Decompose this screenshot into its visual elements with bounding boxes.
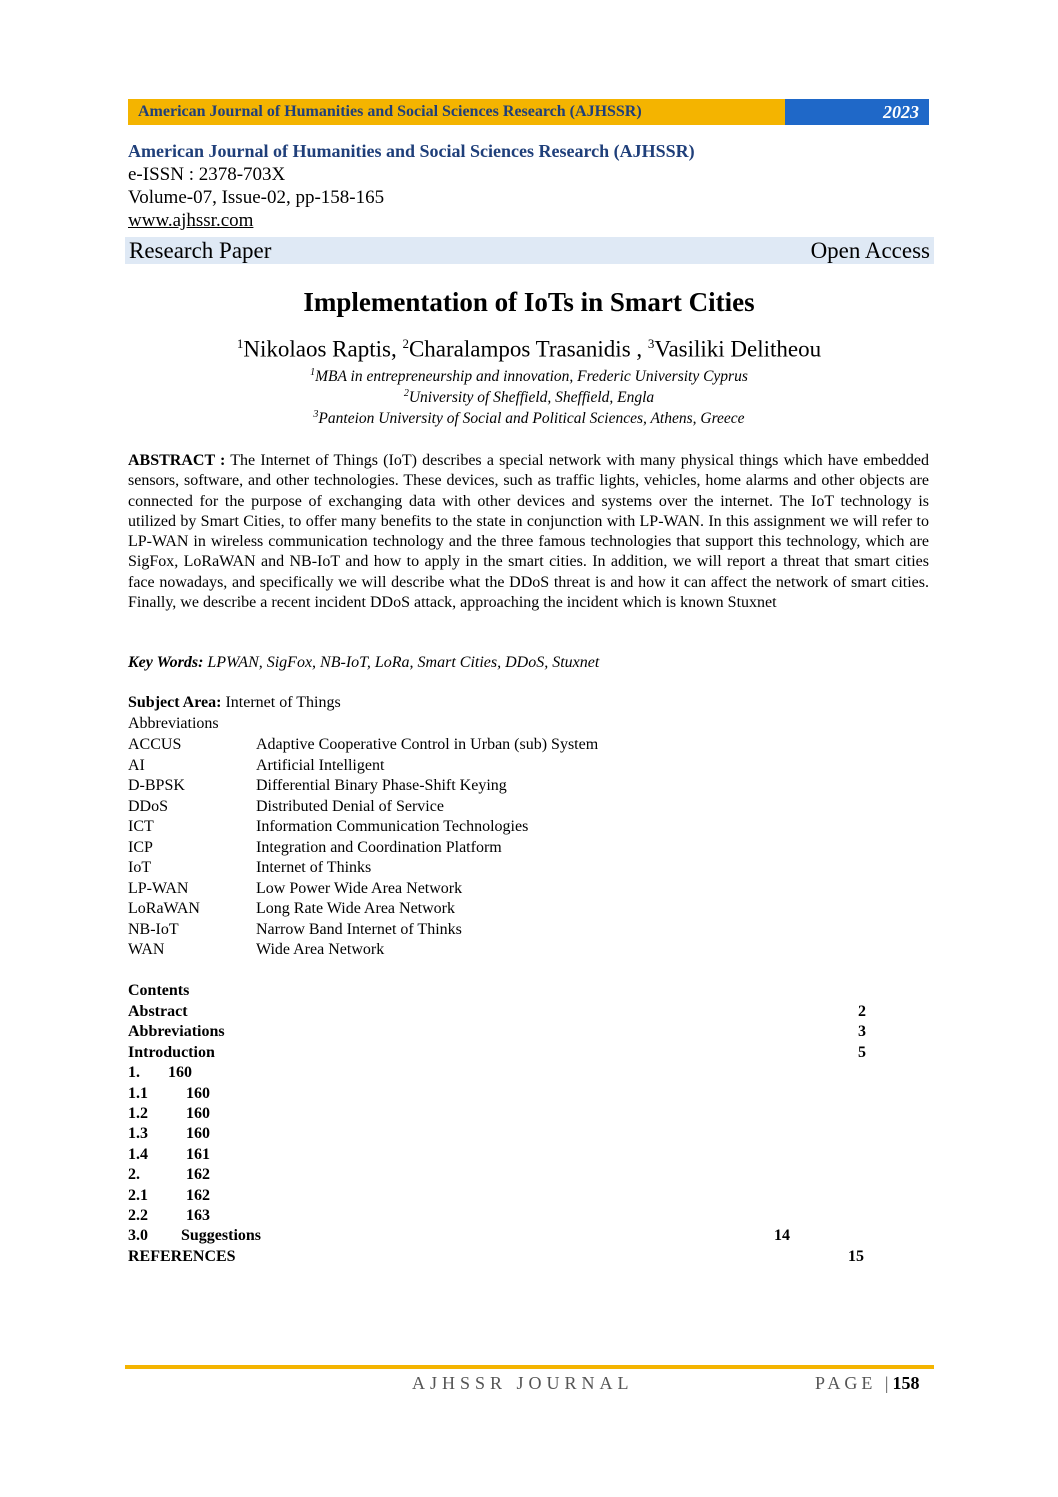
abbreviation-row — [128, 920, 598, 941]
abbreviation-row — [128, 817, 598, 838]
banner-year: 2023 — [785, 99, 929, 125]
abbreviations-list — [128, 735, 598, 961]
journal-website-link[interactable]: www.ajhssr.com — [128, 210, 254, 231]
abbreviation-meaning: Wide Area Network — [256, 941, 385, 958]
journal-name: American Journal of Humanities and Social Sciences Research (AJHSSR) — [128, 141, 695, 161]
toc-number: 2. — [128, 1166, 140, 1184]
journal-info — [128, 140, 695, 232]
footer-page-label: PAGE | — [815, 1373, 893, 1393]
toc-number: 3.0 — [128, 1227, 148, 1245]
toc-page: 162 — [186, 1186, 210, 1204]
abstract-label: ABSTRACT : — [128, 452, 226, 469]
abbreviation-code: LP-WAN — [128, 879, 189, 897]
affiliation-text: University of Sheffield, Sheffield, Engla — [408, 389, 655, 407]
abbreviation-code: D-BPSK — [128, 777, 185, 794]
abbreviation-code: ACCUS — [128, 736, 182, 753]
abstract-text: The Internet of Things (IoT) describes a special network with many physical things which have embedded sensors, software, and other technologies. These devices, such as traffic lights, vehicles, home alarms and other objects are connected for the purpose of exchanging data with other devices and systems over the internet. The IoT technology is utilized by Smart Cities, to offer many benefits to the state in conjunction with LP-WAN. In this assignment we will refer to LP-WAN in wireless communication technology and the three famous technologies that support this technology, which are SigFox, LoRaWAN and NB-IoT and how to apply in the smart cities. In addition, we will report a threat that smart cities face nowadays, and specifically we will describe what the DDoS threat is and how it can affect the network of smart cities. Finally, we describe a recent incident DDoS attack, approaching the incident which is known Stuxnet — [128, 452, 930, 612]
abbreviation-row — [128, 756, 598, 777]
toc-number: 1.4 — [128, 1145, 148, 1163]
abbreviation-code: IoT — [128, 859, 152, 876]
abbreviation-row — [128, 838, 598, 859]
affiliation-1 — [0, 367, 1058, 386]
toc-label: Abbreviations — [128, 1023, 225, 1041]
toc-entry — [128, 1043, 868, 1063]
abbreviation-meaning: Integration and Coordination Platform — [256, 838, 502, 856]
toc-number: 2.2 — [128, 1206, 148, 1224]
keywords-line — [128, 654, 599, 672]
author-name-3: Vasiliki Delitheou — [654, 336, 822, 362]
abbreviation-row — [128, 899, 598, 920]
affiliation-text: MBA in entrepreneurship and innovation, Frederic University Cyprus — [315, 368, 748, 386]
table-of-contents — [128, 1002, 868, 1267]
abbreviation-code: DDoS — [128, 797, 169, 815]
toc-entry — [128, 1226, 868, 1246]
affiliation-sup: 3 — [313, 409, 319, 420]
access-type-label: Open Access — [810, 237, 930, 263]
toc-page: 2 — [858, 1003, 866, 1020]
toc-entry — [128, 1145, 868, 1165]
toc-page: 3 — [858, 1023, 866, 1041]
keywords-text: LPWAN, SigFox, NB-IoT, LoRa, Smart Cities, DDoS, Stuxnet — [203, 654, 600, 671]
toc-number: 1.3 — [128, 1125, 148, 1143]
abstract-section — [128, 451, 929, 613]
affiliation-2 — [0, 388, 1058, 407]
toc-page: 14 — [774, 1227, 790, 1245]
toc-entry — [128, 1002, 868, 1022]
contents-heading: Contents — [128, 982, 190, 999]
affiliation-3 — [0, 409, 1058, 428]
abbreviation-row — [128, 776, 598, 797]
toc-entry — [128, 1206, 868, 1226]
toc-number: 1.2 — [128, 1104, 148, 1122]
abbreviation-row — [128, 797, 598, 818]
toc-entry — [128, 1186, 868, 1206]
author-sup-3: 3 — [647, 336, 655, 351]
author-sup-1: 1 — [236, 336, 244, 351]
toc-entry — [128, 1022, 868, 1042]
journal-banner — [128, 99, 929, 125]
toc-page: 160 — [168, 1064, 192, 1082]
affiliation-text: Panteion University of Social and Political Sciences, Athens, Greece — [318, 410, 745, 428]
abbreviation-meaning: Adaptive Cooperative Control in Urban (sub) System — [256, 736, 599, 753]
toc-number: 1. — [128, 1064, 140, 1082]
paper-title: Implementation of IoTs in Smart Cities — [303, 287, 755, 317]
toc-entry — [128, 1084, 868, 1104]
toc-page: 162 — [186, 1166, 210, 1184]
toc-entry — [128, 1247, 868, 1267]
toc-page: 5 — [858, 1043, 866, 1061]
abbreviation-row — [128, 735, 598, 756]
abbreviation-meaning: Information Communication Technologies — [256, 818, 529, 835]
abbreviation-code: WAN — [128, 941, 165, 958]
banner-journal-name: American Journal of Humanities and Social Sciences Research (AJHSSR) — [128, 99, 785, 125]
toc-entry — [128, 1063, 868, 1083]
toc-entry — [128, 1124, 868, 1144]
footer-journal: AJHSSR JOURNAL — [412, 1373, 634, 1393]
toc-number: 1.1 — [128, 1084, 148, 1102]
abbreviation-code: LoRaWAN — [128, 900, 200, 917]
author-name-2: Charalampos Trasanidis , — [408, 336, 648, 362]
abbreviation-code: ICP — [128, 838, 153, 856]
toc-label: Suggestions — [181, 1227, 262, 1245]
toc-label: Abstract — [128, 1003, 188, 1020]
affiliation-sup: 2 — [403, 388, 409, 399]
author-name-1: Nikolaos Raptis, — [243, 336, 403, 362]
toc-entry — [128, 1165, 868, 1185]
abbreviation-meaning: Narrow Band Internet of Thinks — [256, 920, 462, 938]
affiliation-sup: 1 — [310, 367, 316, 378]
keywords-label: Key Words: — [128, 654, 204, 671]
footer-page-number: 158 — [892, 1373, 920, 1393]
abbreviation-meaning: Differential Binary Phase-Shift Keying — [256, 777, 507, 794]
toc-label: Introduction — [128, 1043, 215, 1061]
subject-text: Internet of Things — [221, 694, 341, 711]
toc-number: 2.1 — [128, 1186, 148, 1204]
abbreviation-meaning: Artificial Intelligent — [256, 756, 385, 774]
abbreviation-code: ICT — [128, 818, 154, 835]
footer-divider — [125, 1365, 934, 1369]
abbreviation-code: AI — [128, 756, 145, 774]
toc-page: 161 — [186, 1145, 210, 1163]
abbreviation-code: NB-IoT — [128, 920, 179, 938]
subject-area-line — [128, 694, 341, 712]
abbreviation-meaning: Internet of Thinks — [256, 859, 372, 876]
abbreviations-heading: Abbreviations — [128, 715, 219, 732]
journal-issn: e-ISSN : 2378-703X — [128, 164, 286, 185]
abbreviation-row — [128, 940, 598, 961]
subject-label: Subject Area: — [128, 694, 222, 711]
author-sup-2: 2 — [402, 336, 409, 351]
toc-page: 15 — [848, 1247, 864, 1265]
toc-page: 163 — [186, 1206, 210, 1224]
abbreviation-meaning: Distributed Denial of Service — [256, 797, 444, 815]
paper-type-bar — [125, 237, 934, 264]
abbreviation-meaning: Long Rate Wide Area Network — [256, 900, 455, 917]
footer-page — [815, 1373, 919, 1394]
toc-label: REFERENCES — [128, 1247, 236, 1265]
toc-page: 160 — [186, 1125, 210, 1143]
journal-volume: Volume-07, Issue-02, pp-158-165 — [128, 187, 385, 208]
abbreviation-row — [128, 879, 598, 900]
toc-page: 160 — [186, 1104, 210, 1122]
toc-entry — [128, 1104, 868, 1124]
abbreviation-row — [128, 858, 598, 879]
author-list — [0, 336, 1058, 363]
paper-type-label: Research Paper — [129, 237, 272, 263]
abbreviation-meaning: Low Power Wide Area Network — [256, 879, 463, 897]
toc-page: 160 — [186, 1084, 210, 1102]
